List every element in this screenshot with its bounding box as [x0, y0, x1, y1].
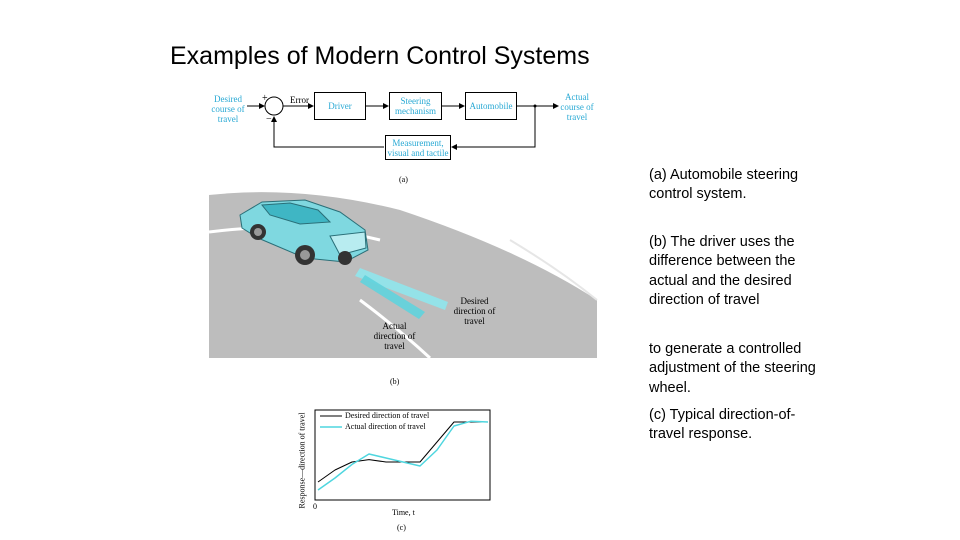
- plus-sign: +: [262, 93, 268, 104]
- caption-c: (c): [397, 523, 406, 532]
- output-label: Actual course of travel: [560, 92, 594, 122]
- actual-direction-line: [318, 421, 488, 490]
- caption-b: (b): [390, 377, 400, 386]
- description-a: (a) Automobile steering control system.: [649, 167, 799, 203]
- x-origin-label: 0: [313, 502, 317, 511]
- error-label: Error: [290, 95, 309, 105]
- driver-block: Driver: [314, 92, 366, 120]
- automobile-block: Automobile: [465, 92, 517, 120]
- desired-direction-label: Desired direction of travel: [453, 296, 496, 326]
- legend-actual-label: Actual direction of travel: [345, 422, 426, 431]
- sensor-block: Measurement, visual and tactile: [385, 135, 451, 160]
- page-title: Examples of Modern Control Systems: [170, 42, 590, 70]
- y-axis-label: Response—direction of travel: [297, 412, 307, 509]
- legend-desired-label: Desired direction of travel: [345, 411, 430, 420]
- description-b-cont: to generate a controlled adjustment of the steering wheel.: [649, 341, 816, 396]
- description-c: (c) Typical direction-of-travel response.: [649, 407, 796, 443]
- input-label: Desired course of travel: [211, 94, 245, 124]
- steering-block: Steering mechanism: [389, 92, 442, 120]
- desired-direction-line: [318, 422, 488, 482]
- caption-a: (a): [399, 175, 408, 184]
- x-axis-label: Time, t: [392, 508, 415, 517]
- actual-direction-label: Actual direction of travel: [373, 321, 416, 351]
- minus-sign: −: [266, 114, 272, 125]
- description-b: (b) The driver uses the difference between the actual and the desired direction of travel: [649, 234, 796, 308]
